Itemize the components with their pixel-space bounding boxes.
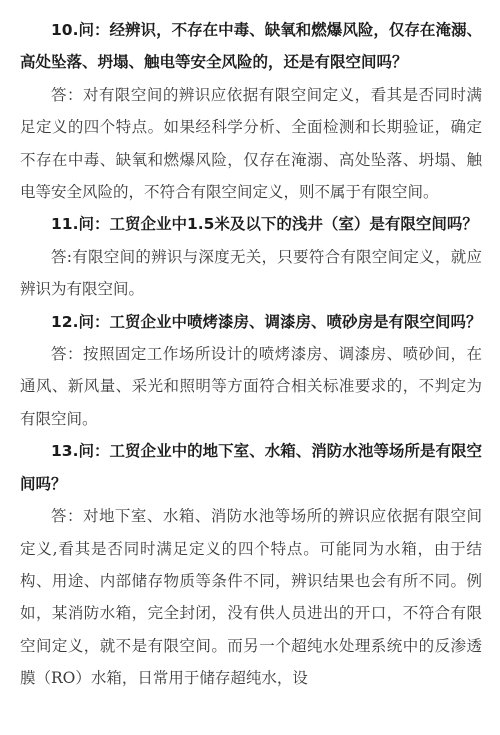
qa-item-11: [20, 208, 482, 305]
question-13: 13.问：工贸企业中的地下室、水箱、消防水池等场所是有限空间吗？: [20, 442, 482, 493]
answer-11: 答:有限空间的辨识与深度无关，只要符合有限空间定义，就应辨识为有限空间。: [20, 247, 482, 299]
answer-12: 答：按照固定工作场所设计的喷烤漆房、调漆房、喷砂间，在通风、新风量、采光和照明等方面符合相关标准要求的，不判定为有限空间。: [20, 345, 482, 428]
qa-item-10: [20, 14, 482, 208]
answer-10: 答：对有限空间的辨识应依据有限空间定义，看其是否同时满足定义的四个特点。如果经科学分析、全面检测和长期验证，确定不存在中毒、缺氧和燃爆风险，仅存在淹溺、高处坠落、坍塌、触电等安全风险的，不符合有限空间定义，则不属于有限空间。: [20, 85, 482, 202]
document-page: [20, 14, 482, 695]
question-10: 10.问：经辨识，不存在中毒、缺氧和燃爆风险，仅存在淹溺、高处坠落、坍塌、触电等安全风险的，还是有限空间吗？: [20, 21, 482, 72]
question-12: 12.问：工贸企业中喷烤漆房、调漆房、喷砂房是有限空间吗？: [51, 312, 482, 331]
question-11: 11.问：工贸企业中1.5米及以下的浅井（室）是有限空间吗？: [51, 215, 478, 234]
answer-13: 答：对地下室、水箱、消防水池等场所的辨识应依据有限空间定义,看其是否同时满足定义的四个特点。可能同为水箱，由于结构、用途、内部储存物质等条件不同，辨识结果也会有所不同。例如，某消防水箱，完全封闭，没有供人员进出的开口，不符合有限空间定义，就不是有限空间。而另一个超纯水处理系统中的反渗透膜（RO）水箱，日常用于储存超纯水，设: [20, 507, 482, 688]
qa-item-13: [20, 435, 482, 694]
qa-item-12: [20, 306, 482, 436]
